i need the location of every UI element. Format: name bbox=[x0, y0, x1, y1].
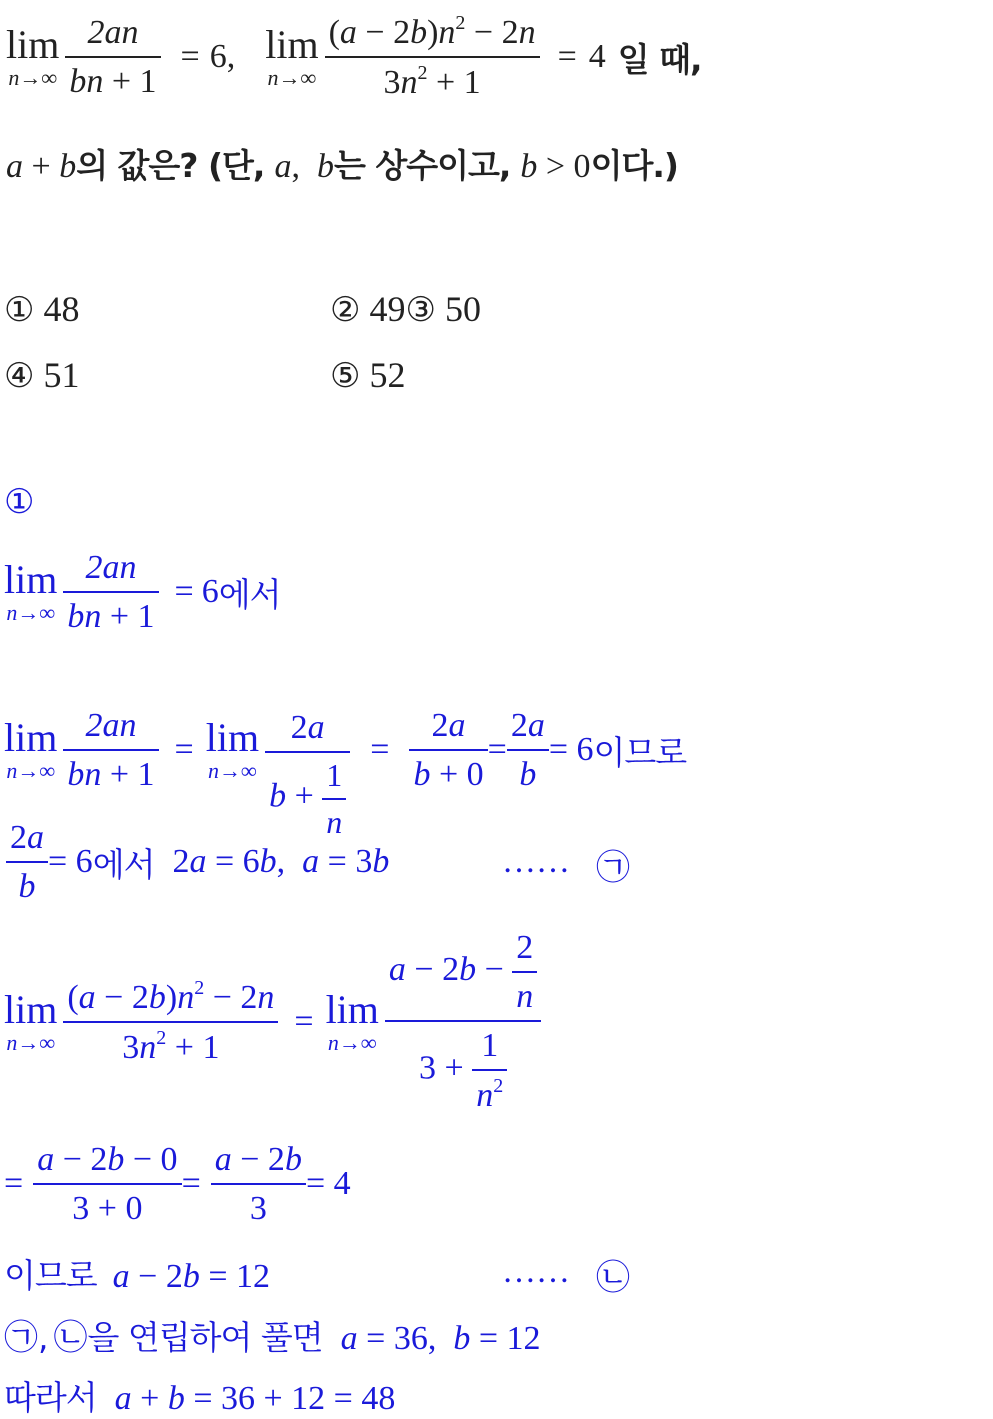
fraction-2an-over-bn-plus-1: $\frac{2an}{bn + 1}$ bbox=[65, 13, 160, 101]
question-line-1: lim n→∞ $\frac{2an}{bn + 1}$ = 6, lim n→∞ $\frac{(a - 2b)n^2 - 2n}{3n^2 + 1}$ = 4 일 때, bbox=[6, 12, 702, 102]
question-line-2: a + b 의 값은? (단, a, b 는 상수이고, b > 0 이다.) bbox=[6, 140, 678, 187]
solution-step-1: lim n→∞ $\frac{2an}{bn + 1}$ = 6 에서 bbox=[4, 549, 281, 636]
solution-step-2: lim n→∞ $\frac{2an}{bn + 1}$ = lim n→∞ 2a b + $\frac{1}{n}$ = $\frac{2a}{b + 0}$ = $\frac{2a}{b}$ = 6 이므로 bbox=[4, 707, 687, 840]
choice-3[interactable]: ③ bbox=[405, 290, 436, 330]
choice-4[interactable]: ④ 51 bbox=[4, 355, 80, 396]
choice-5[interactable]: ⑤ 52 bbox=[330, 355, 406, 396]
equation-marker-a: ㉠ bbox=[596, 848, 630, 888]
question-ask-text: 의 값은? (단, bbox=[76, 146, 265, 185]
solution-step-7: ㉠ , ㉡ 을 연립하여 풀면 a = 36, b = 12 bbox=[4, 1318, 541, 1358]
solution-step-8: 따라서 a + b = 36 + 12 = 48 bbox=[4, 1378, 396, 1417]
question-constant-text: 는 상수이고, bbox=[333, 146, 511, 185]
solution-step-6: 이므로 a − 2b = 12 bbox=[4, 1256, 271, 1295]
limit-symbol: lim n→∞ bbox=[6, 22, 60, 91]
equation-marker-b: ㉡ bbox=[596, 1258, 630, 1298]
limit-symbol: lim n→∞ bbox=[265, 22, 319, 91]
equation-dots-a: …… bbox=[502, 843, 570, 880]
solution-step-5: = $\frac{a - 2b - 0}{3 + 0}$ = $\frac{a - 2b}{3}$ = 4 bbox=[4, 1141, 351, 1228]
choice-2[interactable]: ② 49③ 50 bbox=[330, 289, 481, 330]
equation-dots-b: …… bbox=[502, 1253, 570, 1290]
choice-1[interactable]: ① 48 bbox=[4, 289, 80, 330]
answer-marker: ① bbox=[4, 482, 35, 522]
question-end-text: 이다.) bbox=[590, 146, 678, 185]
fraction-second-limit: $\frac{(a - 2b)n^2 - 2n}{3n^2 + 1}$ bbox=[325, 12, 540, 102]
solution-step-4: lim n→∞ $\frac{(a - 2b)n^2 - 2n}{3n^2 + 1}$ = lim n→∞ a − 2b − $\frac{2}{n}$ 3 + $\frac{1}{n^2}$ bbox=[4, 928, 541, 1115]
solution-step-3: $\frac{2a}{b}$ = 6 에서 2a = 6b, a = 3b bbox=[6, 818, 389, 906]
question-condition-text: 일 때, bbox=[617, 39, 702, 79]
